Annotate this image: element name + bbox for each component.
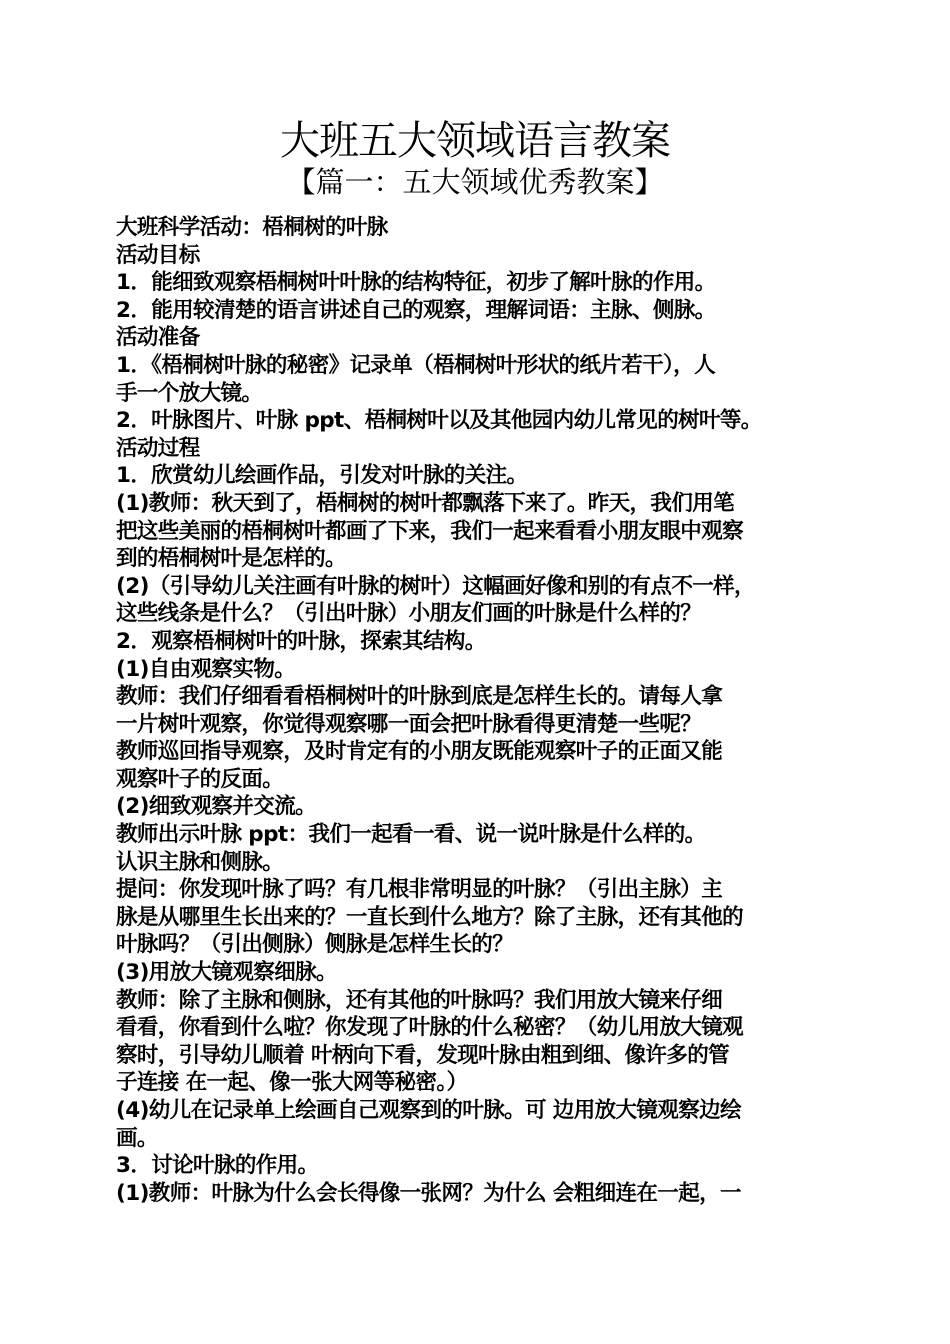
text-line: 脉是从哪里生长出来的？一直长到什么地方？除了主脉，还有其他的 xyxy=(116,904,744,930)
text-line: 教师：除了主脉和侧脉，还有其他的叶脉吗？我们用放大镜来仔细 xyxy=(116,987,723,1013)
text-line: 子连接 在一起、像一张大网等秘密。） xyxy=(116,1070,468,1096)
text-line: 2．叶脉图片、叶脉 ppt、梧桐树叶以及其他园内幼儿常见的树叶等。 xyxy=(116,408,762,434)
text-line: 察时，引导幼儿顺着 叶柄向下看，发现叶脉由粗到细、像许多的管 xyxy=(116,1042,729,1068)
document-subtitle: 【篇一：五大领域优秀教案】 xyxy=(286,165,664,199)
text-line: 教师巡回指导观察，及时肯定有的小朋友既能观察叶子的正面又能 xyxy=(116,739,723,765)
document-title: 大班五大领域语言教案 xyxy=(280,118,670,164)
text-line: 1．能细致观察梧桐树叶叶脉的结构特征，初步了解叶脉的作用。 xyxy=(116,270,716,296)
text-line: 3．讨论叶脉的作用。 xyxy=(116,1153,319,1179)
text-line: 教师出示叶脉 ppt：我们一起看一看、说一说叶脉是什么样的。 xyxy=(116,822,706,848)
text-line: 这些线条是什么？（引出叶脉）小朋友们画的叶脉是什么样的？ xyxy=(116,601,702,627)
text-line: 提问：你发现叶脉了吗？有几根非常明显的叶脉？（引出主脉）主 xyxy=(116,877,723,903)
text-line: (2)细致观察并交流。 xyxy=(116,794,317,820)
text-line: (1)教师：秋天到了，梧桐树的树叶都飘落下来了。昨天，我们用笔 xyxy=(116,490,735,516)
text-line: 1．欣赏幼儿绘画作品，引发对叶脉的关注。 xyxy=(116,463,528,489)
text-line: 2．能用较清楚的语言讲述自己的观察，理解词语：主脉、侧脉。 xyxy=(116,297,716,323)
text-line: 看看，你看到什么啦？你发现了叶脉的什么秘密？（幼儿用放大镜观 xyxy=(116,1015,744,1041)
text-line: (2)（引导幼儿关注画有叶脉的树叶）这幅画好像和别的有点不一样， xyxy=(116,573,755,599)
text-line: 活动准备 xyxy=(116,325,200,351)
text-line: (4)幼儿在记录单上绘画自己观察到的叶脉。可 边用放大镜观察边绘 xyxy=(116,1098,741,1123)
text-line: 1．《梧桐树叶脉的秘密》记录单（梧桐树叶形状的纸片若干），人 xyxy=(116,352,715,378)
text-line: (1)教师：叶脉为什么会长得像一张网？为什么 会粗细连在一起，一 xyxy=(116,1180,741,1206)
text-line: 把这些美丽的梧桐树叶都画了下来，我们一起来看看小朋友眼中观察 xyxy=(116,518,744,544)
text-line: 手一个放大镜。 xyxy=(116,380,263,406)
text-line: 大班科学活动：梧桐树的叶脉 xyxy=(116,215,388,240)
text-line: 2．观察梧桐树叶的叶脉，探索其结构。 xyxy=(116,628,486,654)
text-line: 叶脉吗？（引出侧脉）侧脉是怎样生长的？ xyxy=(116,932,514,958)
text-line: (3)用放大镜观察细脉。 xyxy=(116,960,337,986)
text-line: 一片树叶观察，你觉得观察哪一面会把叶脉看得更清楚一些呢？ xyxy=(116,711,702,737)
text-line: 教师：我们仔细看看梧桐树叶的叶脉到底是怎样生长的。请每人拿 xyxy=(116,684,723,710)
text-line: (1)自由观察实物。 xyxy=(116,656,296,682)
text-line: 画。 xyxy=(116,1125,158,1151)
text-line: 到的梧桐树叶是怎样的。 xyxy=(116,546,346,572)
text-line: 观察叶子的反面。 xyxy=(116,766,284,792)
text-line: 认识主脉和侧脉。 xyxy=(116,849,284,875)
document-body xyxy=(116,214,840,1207)
text-line: 活动目标 xyxy=(116,242,200,268)
text-line: 活动过程 xyxy=(116,435,200,461)
